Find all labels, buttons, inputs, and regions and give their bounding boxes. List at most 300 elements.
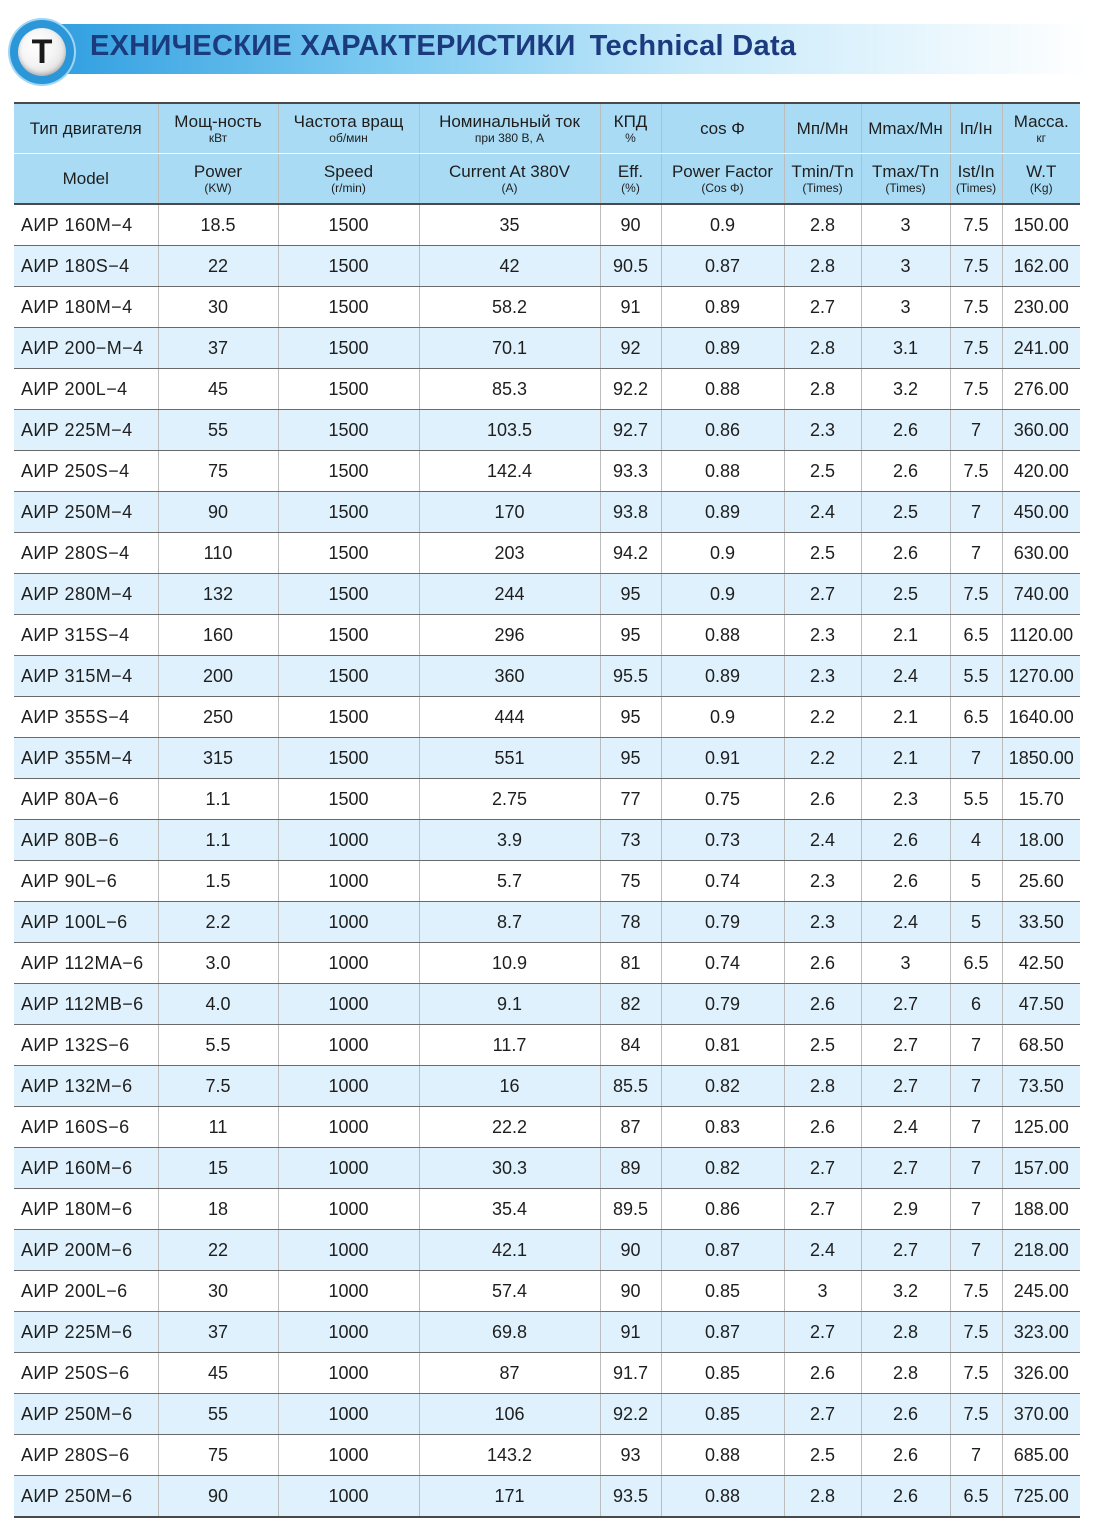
power-factor-cell: 0.85 [661,1394,784,1435]
speed-cell: 1000 [278,1271,419,1312]
current-ratio-cell: 7.5 [950,204,1002,246]
weight-cell: 33.50 [1002,902,1080,943]
current-ratio-cell: 7 [950,533,1002,574]
current-ratio-cell: 4 [950,820,1002,861]
weight-cell: 150.00 [1002,204,1080,246]
current-ratio-cell: 7 [950,1025,1002,1066]
header-row-english [14,154,1080,205]
current-ratio-cell: 7 [950,1107,1002,1148]
letter-badge-icon [10,20,74,84]
torque-max-cell: 2.4 [861,902,950,943]
power-cell: 5.5 [158,1025,278,1066]
torque-min-cell: 2.3 [784,902,861,943]
weight-cell: 188.00 [1002,1189,1080,1230]
current-ratio-cell: 7.5 [950,287,1002,328]
header-cell: Speed (r/min) [278,154,419,205]
power-cell: 30 [158,1271,278,1312]
current-ratio-cell: 5.5 [950,656,1002,697]
header-cell: Iп/Iн [950,103,1002,154]
efficiency-cell: 90 [600,1230,661,1271]
model-cell: АИР 280S−6 [14,1435,158,1476]
current-cell: 11.7 [419,1025,600,1066]
speed-cell: 1500 [278,656,419,697]
model-cell: АИР 160M−6 [14,1148,158,1189]
torque-min-cell: 2.5 [784,1025,861,1066]
current-cell: 9.1 [419,984,600,1025]
power-factor-cell: 0.74 [661,943,784,984]
header-cell: Model [14,154,158,205]
table-row [14,615,1080,656]
efficiency-cell: 90 [600,1271,661,1312]
torque-min-cell: 2.4 [784,820,861,861]
efficiency-cell: 95 [600,615,661,656]
torque-min-cell: 2.6 [784,943,861,984]
current-cell: 16 [419,1066,600,1107]
current-ratio-cell: 5 [950,861,1002,902]
model-cell: АИР 160S−6 [14,1107,158,1148]
current-ratio-cell: 5 [950,902,1002,943]
current-ratio-cell: 7 [950,410,1002,451]
weight-cell: 25.60 [1002,861,1080,902]
power-factor-cell: 0.88 [661,451,784,492]
weight-cell: 230.00 [1002,287,1080,328]
current-ratio-cell: 6.5 [950,943,1002,984]
efficiency-cell: 90.5 [600,246,661,287]
table-row [14,369,1080,410]
current-ratio-cell: 7 [950,1066,1002,1107]
speed-cell: 1500 [278,204,419,246]
table-row [14,1271,1080,1312]
power-factor-cell: 0.75 [661,779,784,820]
current-cell: 10.9 [419,943,600,984]
model-cell: АИР 112MB−6 [14,984,158,1025]
speed-cell: 1500 [278,492,419,533]
model-cell: АИР 200L−6 [14,1271,158,1312]
weight-cell: 1120.00 [1002,615,1080,656]
torque-min-cell: 2.3 [784,656,861,697]
power-factor-cell: 0.88 [661,615,784,656]
power-cell: 75 [158,1435,278,1476]
weight-cell: 157.00 [1002,1148,1080,1189]
speed-cell: 1500 [278,451,419,492]
power-cell: 18 [158,1189,278,1230]
torque-min-cell: 2.7 [784,287,861,328]
current-cell: 69.8 [419,1312,600,1353]
header-cell: Tmax/Tn (Times) [861,154,950,205]
weight-cell: 725.00 [1002,1476,1080,1518]
current-ratio-cell: 7.5 [950,1394,1002,1435]
header-cell: Ist/In (Times) [950,154,1002,205]
power-factor-cell: 0.81 [661,1025,784,1066]
torque-max-cell: 2.9 [861,1189,950,1230]
weight-cell: 420.00 [1002,451,1080,492]
table-row [14,1066,1080,1107]
page-title [90,30,796,63]
table-row [14,410,1080,451]
power-factor-cell: 0.91 [661,738,784,779]
weight-cell: 276.00 [1002,369,1080,410]
model-cell: АИР 225M−6 [14,1312,158,1353]
torque-max-cell: 2.1 [861,738,950,779]
current-ratio-cell: 7.5 [950,1312,1002,1353]
power-cell: 110 [158,533,278,574]
torque-max-cell: 2.7 [861,1025,950,1066]
current-cell: 35.4 [419,1189,600,1230]
current-cell: 42 [419,246,600,287]
speed-cell: 1500 [278,246,419,287]
model-cell: АИР 132S−6 [14,1025,158,1066]
header-cell: W.T (Kg) [1002,154,1080,205]
efficiency-cell: 95.5 [600,656,661,697]
efficiency-cell: 89.5 [600,1189,661,1230]
model-cell: АИР 180M−6 [14,1189,158,1230]
torque-max-cell: 2.8 [861,1312,950,1353]
torque-max-cell: 2.6 [861,1476,950,1518]
efficiency-cell: 95 [600,574,661,615]
torque-min-cell: 2.3 [784,410,861,451]
efficiency-cell: 93.8 [600,492,661,533]
power-cell: 30 [158,287,278,328]
torque-max-cell: 3.1 [861,328,950,369]
power-cell: 75 [158,451,278,492]
torque-max-cell: 3.2 [861,1271,950,1312]
model-cell: АИР 200−M−4 [14,328,158,369]
model-cell: АИР 112MA−6 [14,943,158,984]
efficiency-cell: 93.3 [600,451,661,492]
power-cell: 7.5 [158,1066,278,1107]
model-cell: АИР 180M−4 [14,287,158,328]
header-cell: КПД % [600,103,661,154]
model-cell: АИР 80A−6 [14,779,158,820]
model-cell: АИР 80B−6 [14,820,158,861]
torque-max-cell: 3 [861,246,950,287]
table-row [14,1025,1080,1066]
model-cell: АИР 160M−4 [14,204,158,246]
torque-min-cell: 2.8 [784,1066,861,1107]
model-cell: АИР 200M−6 [14,1230,158,1271]
table-row [14,574,1080,615]
model-cell: АИР 250S−6 [14,1353,158,1394]
table-row [14,1353,1080,1394]
power-factor-cell: 0.88 [661,1476,784,1518]
table-row [14,861,1080,902]
title-russian: ЕХНИЧЕСКИЕ ХАРАКТЕРИСТИКИ [90,30,576,62]
torque-min-cell: 2.7 [784,1148,861,1189]
torque-max-cell: 2.3 [861,779,950,820]
power-factor-cell: 0.86 [661,410,784,451]
efficiency-cell: 92.2 [600,1394,661,1435]
weight-cell: 68.50 [1002,1025,1080,1066]
speed-cell: 1000 [278,902,419,943]
current-cell: 8.7 [419,902,600,943]
torque-min-cell: 2.6 [784,779,861,820]
model-cell: АИР 100L−6 [14,902,158,943]
table-row [14,246,1080,287]
efficiency-cell: 81 [600,943,661,984]
torque-min-cell: 2.6 [784,984,861,1025]
torque-max-cell: 2.1 [861,697,950,738]
efficiency-cell: 93.5 [600,1476,661,1518]
power-factor-cell: 0.9 [661,533,784,574]
speed-cell: 1500 [278,410,419,451]
header-cell: cos Φ [661,103,784,154]
current-cell: 3.9 [419,820,600,861]
speed-cell: 1500 [278,533,419,574]
efficiency-cell: 87 [600,1107,661,1148]
header-cell: Mmax/Mн [861,103,950,154]
power-factor-cell: 0.89 [661,656,784,697]
model-cell: АИР 250M−4 [14,492,158,533]
table-row [14,204,1080,246]
torque-min-cell: 2.4 [784,492,861,533]
current-ratio-cell: 7 [950,492,1002,533]
table-row [14,287,1080,328]
power-cell: 18.5 [158,204,278,246]
table-row [14,738,1080,779]
table-row [14,943,1080,984]
power-cell: 45 [158,369,278,410]
torque-max-cell: 2.6 [861,451,950,492]
speed-cell: 1500 [278,697,419,738]
table-row [14,1435,1080,1476]
speed-cell: 1000 [278,1476,419,1518]
power-factor-cell: 0.87 [661,1312,784,1353]
power-factor-cell: 0.73 [661,820,784,861]
table-row [14,451,1080,492]
speed-cell: 1000 [278,1107,419,1148]
current-ratio-cell: 7 [950,1230,1002,1271]
current-ratio-cell: 7 [950,1435,1002,1476]
speed-cell: 1000 [278,1025,419,1066]
power-cell: 90 [158,1476,278,1518]
power-factor-cell: 0.87 [661,246,784,287]
speed-cell: 1500 [278,574,419,615]
power-factor-cell: 0.82 [661,1066,784,1107]
weight-cell: 740.00 [1002,574,1080,615]
table-row [14,533,1080,574]
power-cell: 90 [158,492,278,533]
current-cell: 70.1 [419,328,600,369]
efficiency-cell: 84 [600,1025,661,1066]
table-row [14,1107,1080,1148]
table-row [14,697,1080,738]
torque-max-cell: 3 [861,204,950,246]
current-cell: 296 [419,615,600,656]
torque-max-cell: 2.7 [861,984,950,1025]
power-factor-cell: 0.89 [661,328,784,369]
efficiency-cell: 91 [600,287,661,328]
current-ratio-cell: 6.5 [950,615,1002,656]
weight-cell: 162.00 [1002,246,1080,287]
power-cell: 22 [158,246,278,287]
header-cell: Power (KW) [158,154,278,205]
table-row [14,779,1080,820]
weight-cell: 323.00 [1002,1312,1080,1353]
weight-cell: 42.50 [1002,943,1080,984]
speed-cell: 1000 [278,1435,419,1476]
torque-min-cell: 2.3 [784,861,861,902]
model-cell: АИР 280S−4 [14,533,158,574]
model-cell: АИР 90L−6 [14,861,158,902]
efficiency-cell: 89 [600,1148,661,1189]
weight-cell: 685.00 [1002,1435,1080,1476]
header-cell: Тип двигателя [14,103,158,154]
torque-max-cell: 2.6 [861,1435,950,1476]
current-cell: 42.1 [419,1230,600,1271]
torque-min-cell: 2.2 [784,697,861,738]
weight-cell: 15.70 [1002,779,1080,820]
torque-min-cell: 2.8 [784,204,861,246]
efficiency-cell: 91 [600,1312,661,1353]
current-cell: 551 [419,738,600,779]
current-ratio-cell: 7.5 [950,369,1002,410]
power-factor-cell: 0.85 [661,1271,784,1312]
torque-max-cell: 2.6 [861,1394,950,1435]
current-cell: 143.2 [419,1435,600,1476]
model-cell: АИР 250M−6 [14,1394,158,1435]
power-factor-cell: 0.82 [661,1148,784,1189]
speed-cell: 1000 [278,861,419,902]
model-cell: АИР 200L−4 [14,369,158,410]
current-cell: 203 [419,533,600,574]
current-ratio-cell: 7.5 [950,1271,1002,1312]
torque-max-cell: 2.6 [861,820,950,861]
power-cell: 250 [158,697,278,738]
header-cell: Масса. кг [1002,103,1080,154]
current-ratio-cell: 6.5 [950,1476,1002,1518]
current-cell: 58.2 [419,287,600,328]
table-row [14,1476,1080,1518]
speed-cell: 1000 [278,1353,419,1394]
power-cell: 1.5 [158,861,278,902]
power-cell: 1.1 [158,779,278,820]
model-cell: АИР 280M−4 [14,574,158,615]
efficiency-cell: 73 [600,820,661,861]
weight-cell: 47.50 [1002,984,1080,1025]
torque-max-cell: 2.6 [861,861,950,902]
torque-min-cell: 2.8 [784,1476,861,1518]
power-factor-cell: 0.79 [661,984,784,1025]
table-row [14,656,1080,697]
power-cell: 55 [158,1394,278,1435]
power-factor-cell: 0.88 [661,369,784,410]
speed-cell: 1000 [278,1230,419,1271]
torque-min-cell: 2.8 [784,246,861,287]
speed-cell: 1500 [278,779,419,820]
table-row [14,492,1080,533]
torque-min-cell: 2.8 [784,328,861,369]
badge-letter: T [18,28,66,76]
current-cell: 170 [419,492,600,533]
power-cell: 45 [158,1353,278,1394]
weight-cell: 245.00 [1002,1271,1080,1312]
power-factor-cell: 0.88 [661,1435,784,1476]
current-cell: 171 [419,1476,600,1518]
current-cell: 35 [419,204,600,246]
torque-min-cell: 2.6 [784,1107,861,1148]
table-row [14,1230,1080,1271]
torque-min-cell: 2.5 [784,1435,861,1476]
title-english: Technical Data [589,30,797,62]
current-ratio-cell: 7.5 [950,328,1002,369]
power-factor-cell: 0.79 [661,902,784,943]
current-ratio-cell: 6.5 [950,697,1002,738]
table-row [14,328,1080,369]
weight-cell: 218.00 [1002,1230,1080,1271]
power-cell: 1.1 [158,820,278,861]
torque-max-cell: 2.6 [861,533,950,574]
speed-cell: 1000 [278,984,419,1025]
power-cell: 132 [158,574,278,615]
efficiency-cell: 75 [600,861,661,902]
torque-min-cell: 2.5 [784,533,861,574]
power-factor-cell: 0.9 [661,574,784,615]
technical-data-table [14,102,1080,1518]
header-cell: Частота вращ об/мин [278,103,419,154]
torque-max-cell: 2.8 [861,1353,950,1394]
speed-cell: 1000 [278,1394,419,1435]
power-cell: 22 [158,1230,278,1271]
power-factor-cell: 0.89 [661,287,784,328]
header-cell: Номинальный ток при 380 В, А [419,103,600,154]
torque-min-cell: 2.7 [784,1312,861,1353]
model-cell: АИР 250M−6 [14,1476,158,1518]
speed-cell: 1500 [278,369,419,410]
model-cell: АИР 355M−4 [14,738,158,779]
model-cell: АИР 315S−4 [14,615,158,656]
weight-cell: 630.00 [1002,533,1080,574]
speed-cell: 1000 [278,1066,419,1107]
model-cell: АИР 180S−4 [14,246,158,287]
weight-cell: 1850.00 [1002,738,1080,779]
torque-min-cell: 2.4 [784,1230,861,1271]
power-factor-cell: 0.86 [661,1189,784,1230]
speed-cell: 1000 [278,1189,419,1230]
torque-min-cell: 2.5 [784,451,861,492]
efficiency-cell: 92.7 [600,410,661,451]
power-factor-cell: 0.89 [661,492,784,533]
power-cell: 200 [158,656,278,697]
speed-cell: 1000 [278,1312,419,1353]
torque-max-cell: 2.1 [861,615,950,656]
torque-max-cell: 3.2 [861,369,950,410]
header-cell: Tmin/Tn (Times) [784,154,861,205]
torque-max-cell: 2.5 [861,492,950,533]
speed-cell: 1500 [278,615,419,656]
header-row-russian [14,103,1080,154]
power-cell: 2.2 [158,902,278,943]
speed-cell: 1000 [278,1148,419,1189]
current-ratio-cell: 6 [950,984,1002,1025]
current-cell: 103.5 [419,410,600,451]
efficiency-cell: 85.5 [600,1066,661,1107]
power-cell: 15 [158,1148,278,1189]
model-cell: АИР 250S−4 [14,451,158,492]
weight-cell: 125.00 [1002,1107,1080,1148]
model-cell: АИР 132M−6 [14,1066,158,1107]
efficiency-cell: 92 [600,328,661,369]
current-ratio-cell: 7.5 [950,1353,1002,1394]
table-row [14,902,1080,943]
current-cell: 57.4 [419,1271,600,1312]
weight-cell: 360.00 [1002,410,1080,451]
current-cell: 5.7 [419,861,600,902]
efficiency-cell: 91.7 [600,1353,661,1394]
torque-max-cell: 2.7 [861,1148,950,1189]
current-ratio-cell: 7.5 [950,574,1002,615]
power-cell: 160 [158,615,278,656]
table-row [14,1189,1080,1230]
